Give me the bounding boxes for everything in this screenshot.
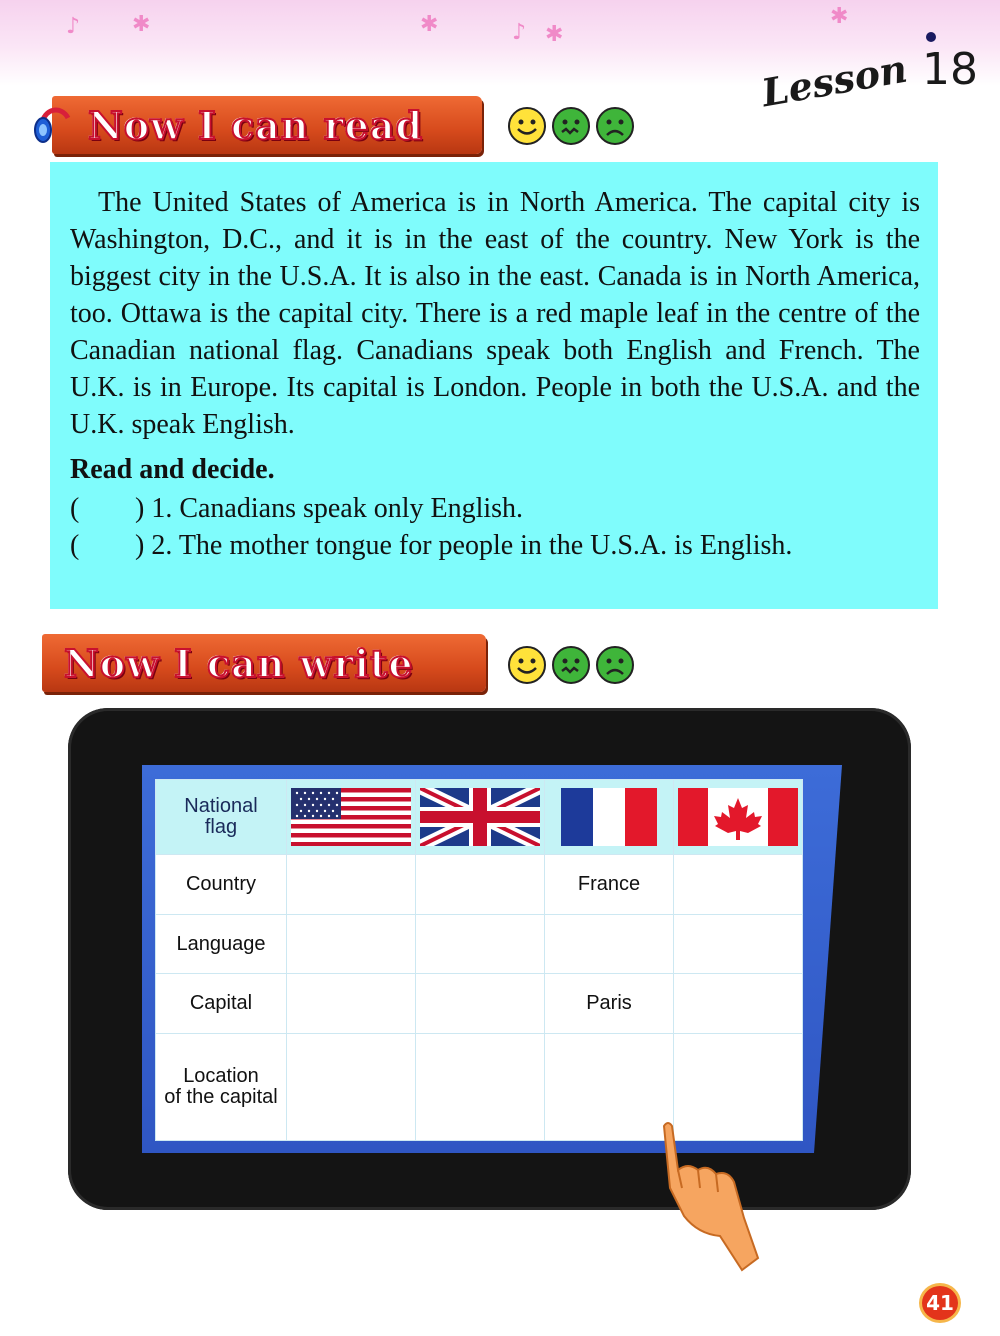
read-banner-title: Now I can read [88, 102, 424, 148]
sad-face-icon[interactable] [595, 106, 635, 146]
star-icon: ✱ [132, 12, 151, 37]
worried-face-icon[interactable] [551, 645, 591, 685]
row-label-flag-line2: flag [204, 816, 238, 838]
france-flag-icon [549, 788, 669, 846]
question-row [70, 490, 920, 527]
question-text-1: ) 1. Canadians speak only English. [135, 493, 524, 524]
star-icon: ✱ [420, 12, 439, 37]
row-label-capital: Capital [156, 974, 287, 1034]
us-location-cell[interactable] [287, 1034, 416, 1141]
reading-passage-box [50, 162, 938, 609]
headphones-icon [34, 98, 74, 150]
uk-capital-cell[interactable] [416, 974, 545, 1034]
country-info-table [155, 779, 803, 1141]
canada-flag-cell [674, 780, 803, 855]
read-banner [52, 96, 482, 154]
france-language-cell[interactable] [545, 914, 674, 974]
canada-country-cell[interactable] [674, 855, 803, 915]
us-language-cell[interactable] [287, 914, 416, 974]
worried-face-icon[interactable] [551, 106, 591, 146]
lesson-label: Lesson [758, 45, 911, 116]
pointing-hand-icon [648, 1118, 760, 1273]
question-row [70, 527, 920, 564]
lesson-number [922, 44, 978, 95]
row-label-location [156, 1034, 287, 1141]
sad-face-icon[interactable] [595, 645, 635, 685]
france-capital-cell: Paris [545, 974, 674, 1034]
us-country-cell[interactable] [287, 855, 416, 915]
us-flag-icon [291, 788, 411, 846]
row-label-language: Language [156, 914, 287, 974]
music-note-icon: ♪ [66, 14, 81, 39]
row-label-flag [156, 780, 287, 855]
lesson-number-text: 18 [922, 44, 978, 95]
row-label-country: Country [156, 855, 287, 915]
lesson-header [758, 40, 978, 116]
us-flag-cell [287, 780, 416, 855]
us-capital-cell[interactable] [287, 974, 416, 1034]
uk-location-cell[interactable] [416, 1034, 545, 1141]
table-row-flags [156, 780, 803, 855]
reading-passage: The United States of America is in North America. The capital city is Washington, D.C., and it is in the east of the country. New York is the biggest city in the U.S.A. It is also in the east. Canada is in North America, too. Ottawa is the capital city. There is a red maple leaf in the centre of the Canadian national flag. Canadians speak both English and French. The U.K. is in Europe. Its capital is London. People in both the U.S.A. and the U.K. speak English. [70, 187, 920, 440]
write-banner-title: Now I can write [64, 640, 414, 686]
question-text-2: ) 2. The mother tongue for people in the U.S.A. is English. [135, 530, 793, 561]
answer-blank-2[interactable]: ( [70, 530, 80, 561]
tablet-screen [155, 779, 803, 1141]
read-and-decide-heading: Read and decide. [70, 454, 275, 485]
canada-capital-cell[interactable] [674, 974, 803, 1034]
write-rating-faces [507, 645, 635, 685]
uk-flag-icon [420, 788, 540, 846]
music-note-icon: ♪ [512, 20, 527, 45]
canada-language-cell[interactable] [674, 914, 803, 974]
uk-language-cell[interactable] [416, 914, 545, 974]
page-number: 41 [919, 1283, 961, 1323]
table-row-language [156, 914, 803, 974]
france-country-cell: France [545, 855, 674, 915]
pin-icon [926, 32, 936, 42]
answer-blank-1[interactable]: ( [70, 493, 80, 524]
table-row-capital [156, 974, 803, 1034]
canada-flag-icon [678, 788, 798, 846]
uk-flag-cell [416, 780, 545, 855]
happy-face-icon[interactable] [507, 645, 547, 685]
star-icon: ✱ [545, 22, 564, 47]
table-row-country [156, 855, 803, 915]
france-flag-cell [545, 780, 674, 855]
row-label-location-line2: of the capital [164, 1086, 278, 1108]
happy-face-icon[interactable] [507, 106, 547, 146]
read-rating-faces [507, 106, 635, 146]
uk-country-cell[interactable] [416, 855, 545, 915]
row-label-location-line1: Location [183, 1065, 259, 1087]
write-banner [42, 634, 486, 692]
star-icon: ✱ [830, 4, 849, 29]
row-label-flag-line1: National [184, 795, 258, 817]
